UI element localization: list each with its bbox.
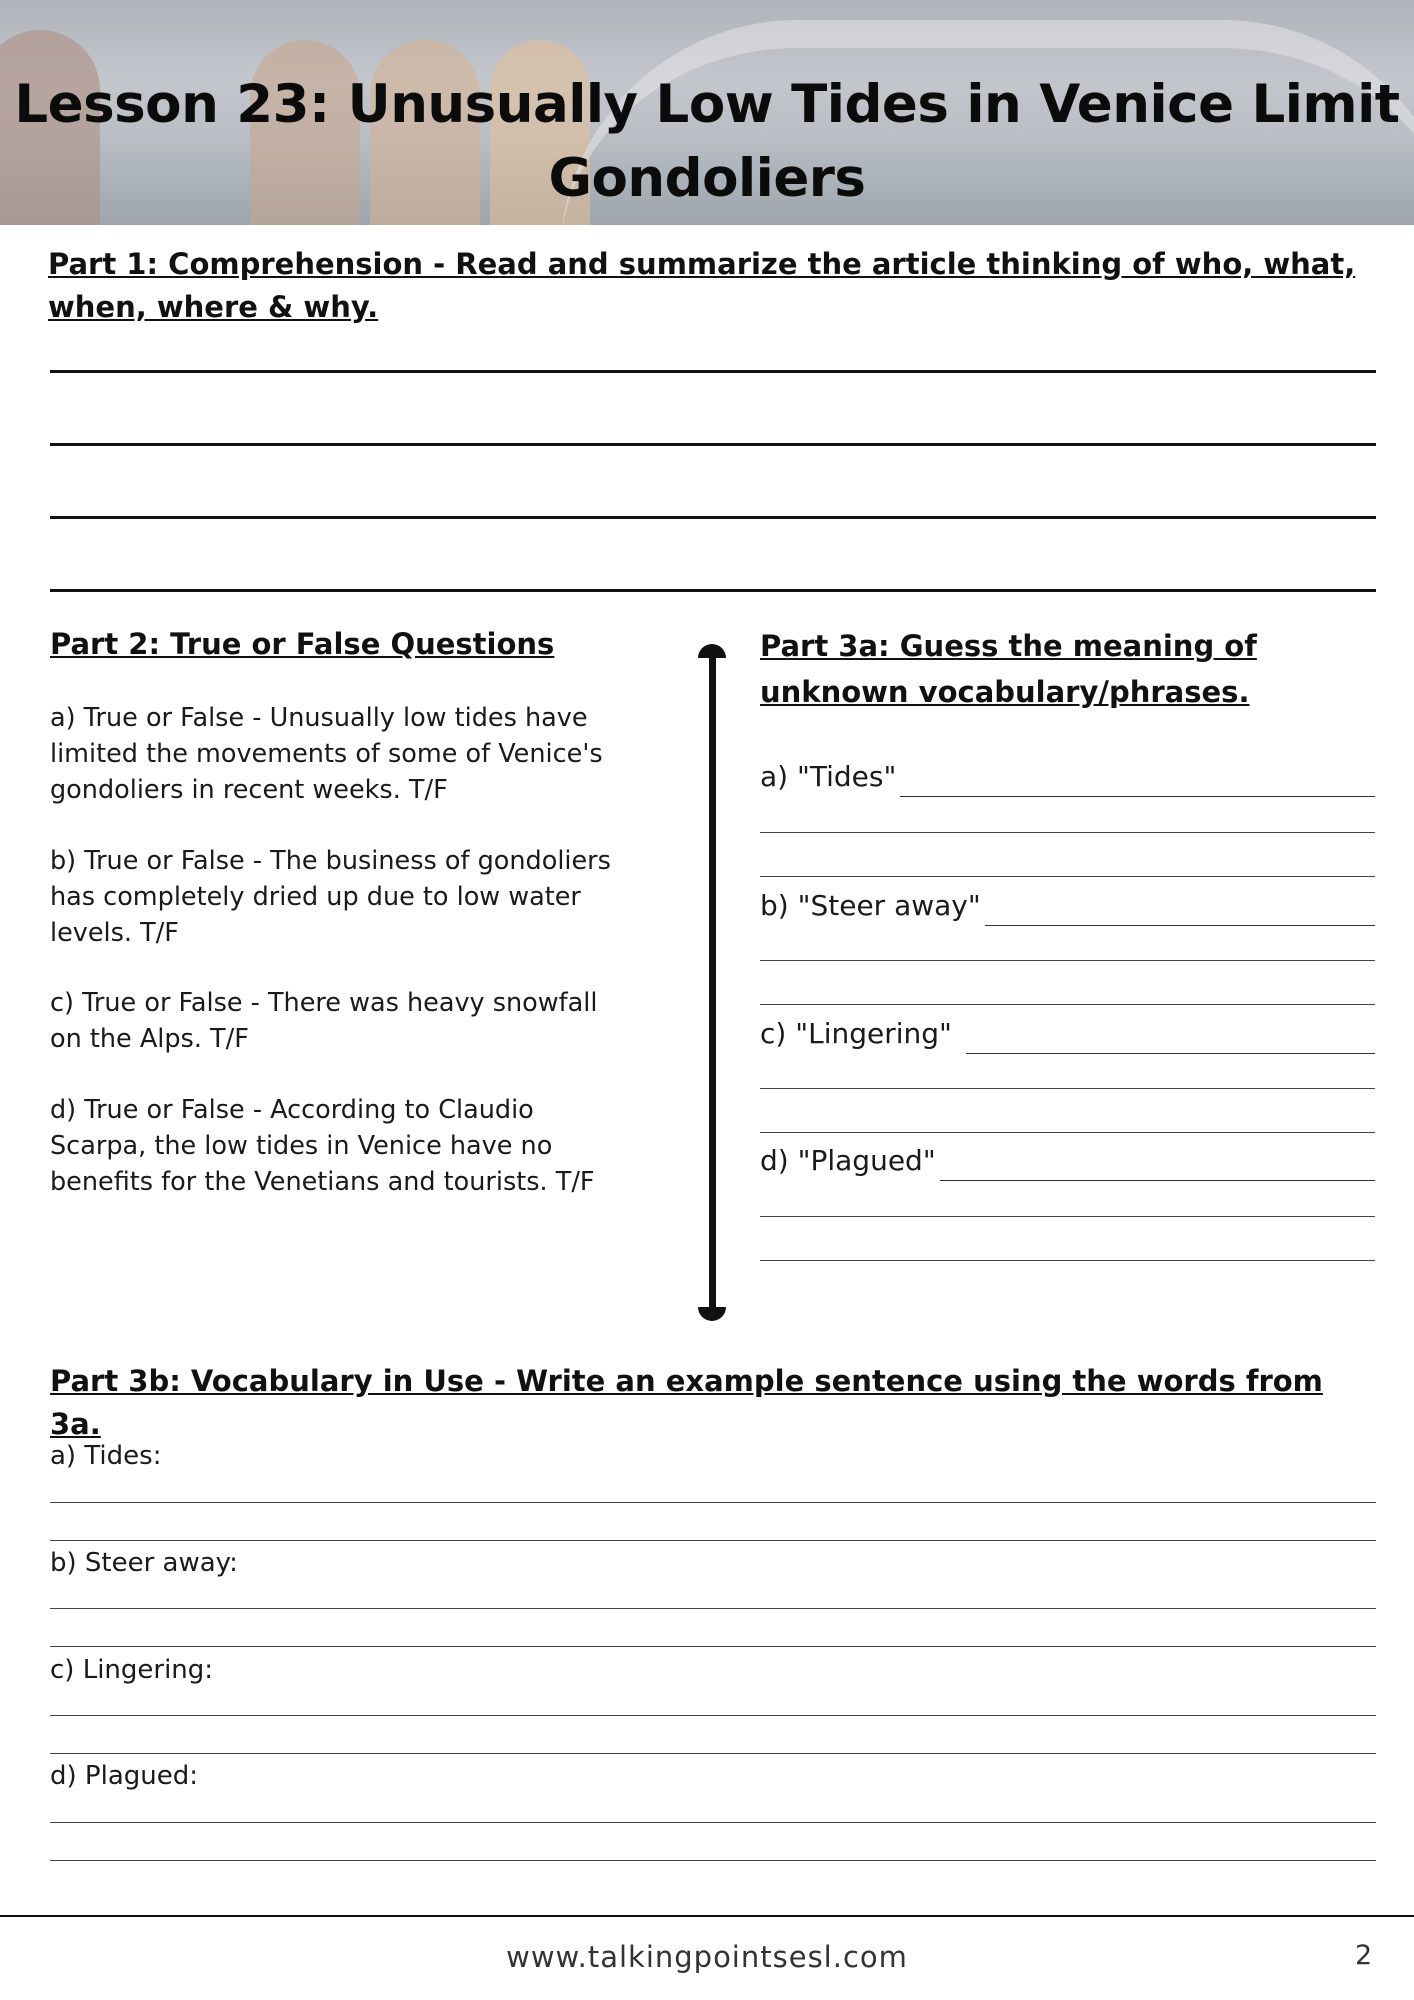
answer-line[interactable]: [760, 1004, 1375, 1005]
answer-line[interactable]: [50, 1646, 1376, 1647]
answer-line[interactable]: [50, 1860, 1376, 1861]
answer-line[interactable]: [900, 768, 1375, 797]
answer-line[interactable]: [985, 897, 1375, 926]
answer-line[interactable]: [940, 1152, 1375, 1181]
answer-line[interactable]: [50, 443, 1376, 446]
vocab-label: b) "Steer away": [760, 889, 981, 922]
answer-line[interactable]: [760, 1132, 1375, 1133]
answer-line[interactable]: [760, 960, 1375, 961]
tf-question: d) True or False - According to Claudio Scarpa, the low tides in Venice have no benefits for the Venetians and tourists. T/F: [50, 1095, 595, 1197]
sentence-label: a) Tides:: [50, 1441, 162, 1471]
part1-heading: Part 1: Comprehension - Read and summarize the article thinking of who, what, when, where & why.: [48, 247, 1356, 324]
vocab-label: d) "Plagued": [760, 1144, 936, 1177]
tf-question: c) True or False - There was heavy snowfall on the Alps. T/F: [50, 988, 598, 1054]
vocab-item: [760, 886, 1375, 926]
divider-cap-bottom: [698, 1307, 726, 1321]
answer-line[interactable]: [50, 1540, 1376, 1541]
answer-line[interactable]: [50, 1753, 1376, 1754]
answer-line[interactable]: [760, 1260, 1375, 1261]
page-number: 2: [1355, 1940, 1373, 1971]
part2-heading: Part 2: True or False Questions: [50, 627, 555, 661]
answer-line[interactable]: [50, 1715, 1376, 1716]
answer-line[interactable]: [760, 1216, 1375, 1217]
vocab-label: a) "Tides": [760, 760, 897, 793]
answer-line[interactable]: [966, 1025, 1375, 1054]
answer-line[interactable]: [50, 1502, 1376, 1503]
answer-line[interactable]: [50, 1608, 1376, 1609]
part3a-heading: Part 3a: Guess the meaning of unknown vocabulary/phrases.: [760, 629, 1257, 709]
page-title: Lesson 23: Unusually Low Tides in Venice Limit Gondoliers: [14, 74, 1400, 209]
vocab-item: [760, 1141, 1375, 1181]
vocab-item: [760, 757, 1375, 797]
answer-line[interactable]: [50, 589, 1376, 592]
tf-question: a) True or False - Unusually low tides have limited the movements of some of Venice's gondoliers in recent weeks. T/F: [50, 703, 603, 805]
tf-question: b) True or False - The business of gondoliers has completely dried up due to low water levels. T/F: [50, 846, 611, 948]
column-divider: [709, 645, 716, 1310]
vocab-item: [760, 1014, 1375, 1054]
answer-line[interactable]: [50, 1822, 1376, 1823]
part3b-heading: Part 3b: Vocabulary in Use - Write an example sentence using the words from 3a.: [50, 1364, 1323, 1441]
header-banner: [0, 0, 1414, 225]
answer-line[interactable]: [760, 876, 1375, 877]
answer-line[interactable]: [50, 370, 1376, 373]
sentence-label: d) Plagued:: [50, 1761, 198, 1791]
footer-divider: [0, 1915, 1414, 1917]
vocab-label: c) "Lingering": [760, 1017, 952, 1050]
footer-url[interactable]: www.talkingpointsesl.com: [506, 1940, 908, 1974]
answer-line[interactable]: [760, 832, 1375, 833]
answer-line[interactable]: [760, 1088, 1375, 1089]
sentence-label: c) Lingering:: [50, 1655, 214, 1685]
answer-line[interactable]: [50, 516, 1376, 519]
sentence-label: b) Steer away:: [50, 1548, 238, 1578]
